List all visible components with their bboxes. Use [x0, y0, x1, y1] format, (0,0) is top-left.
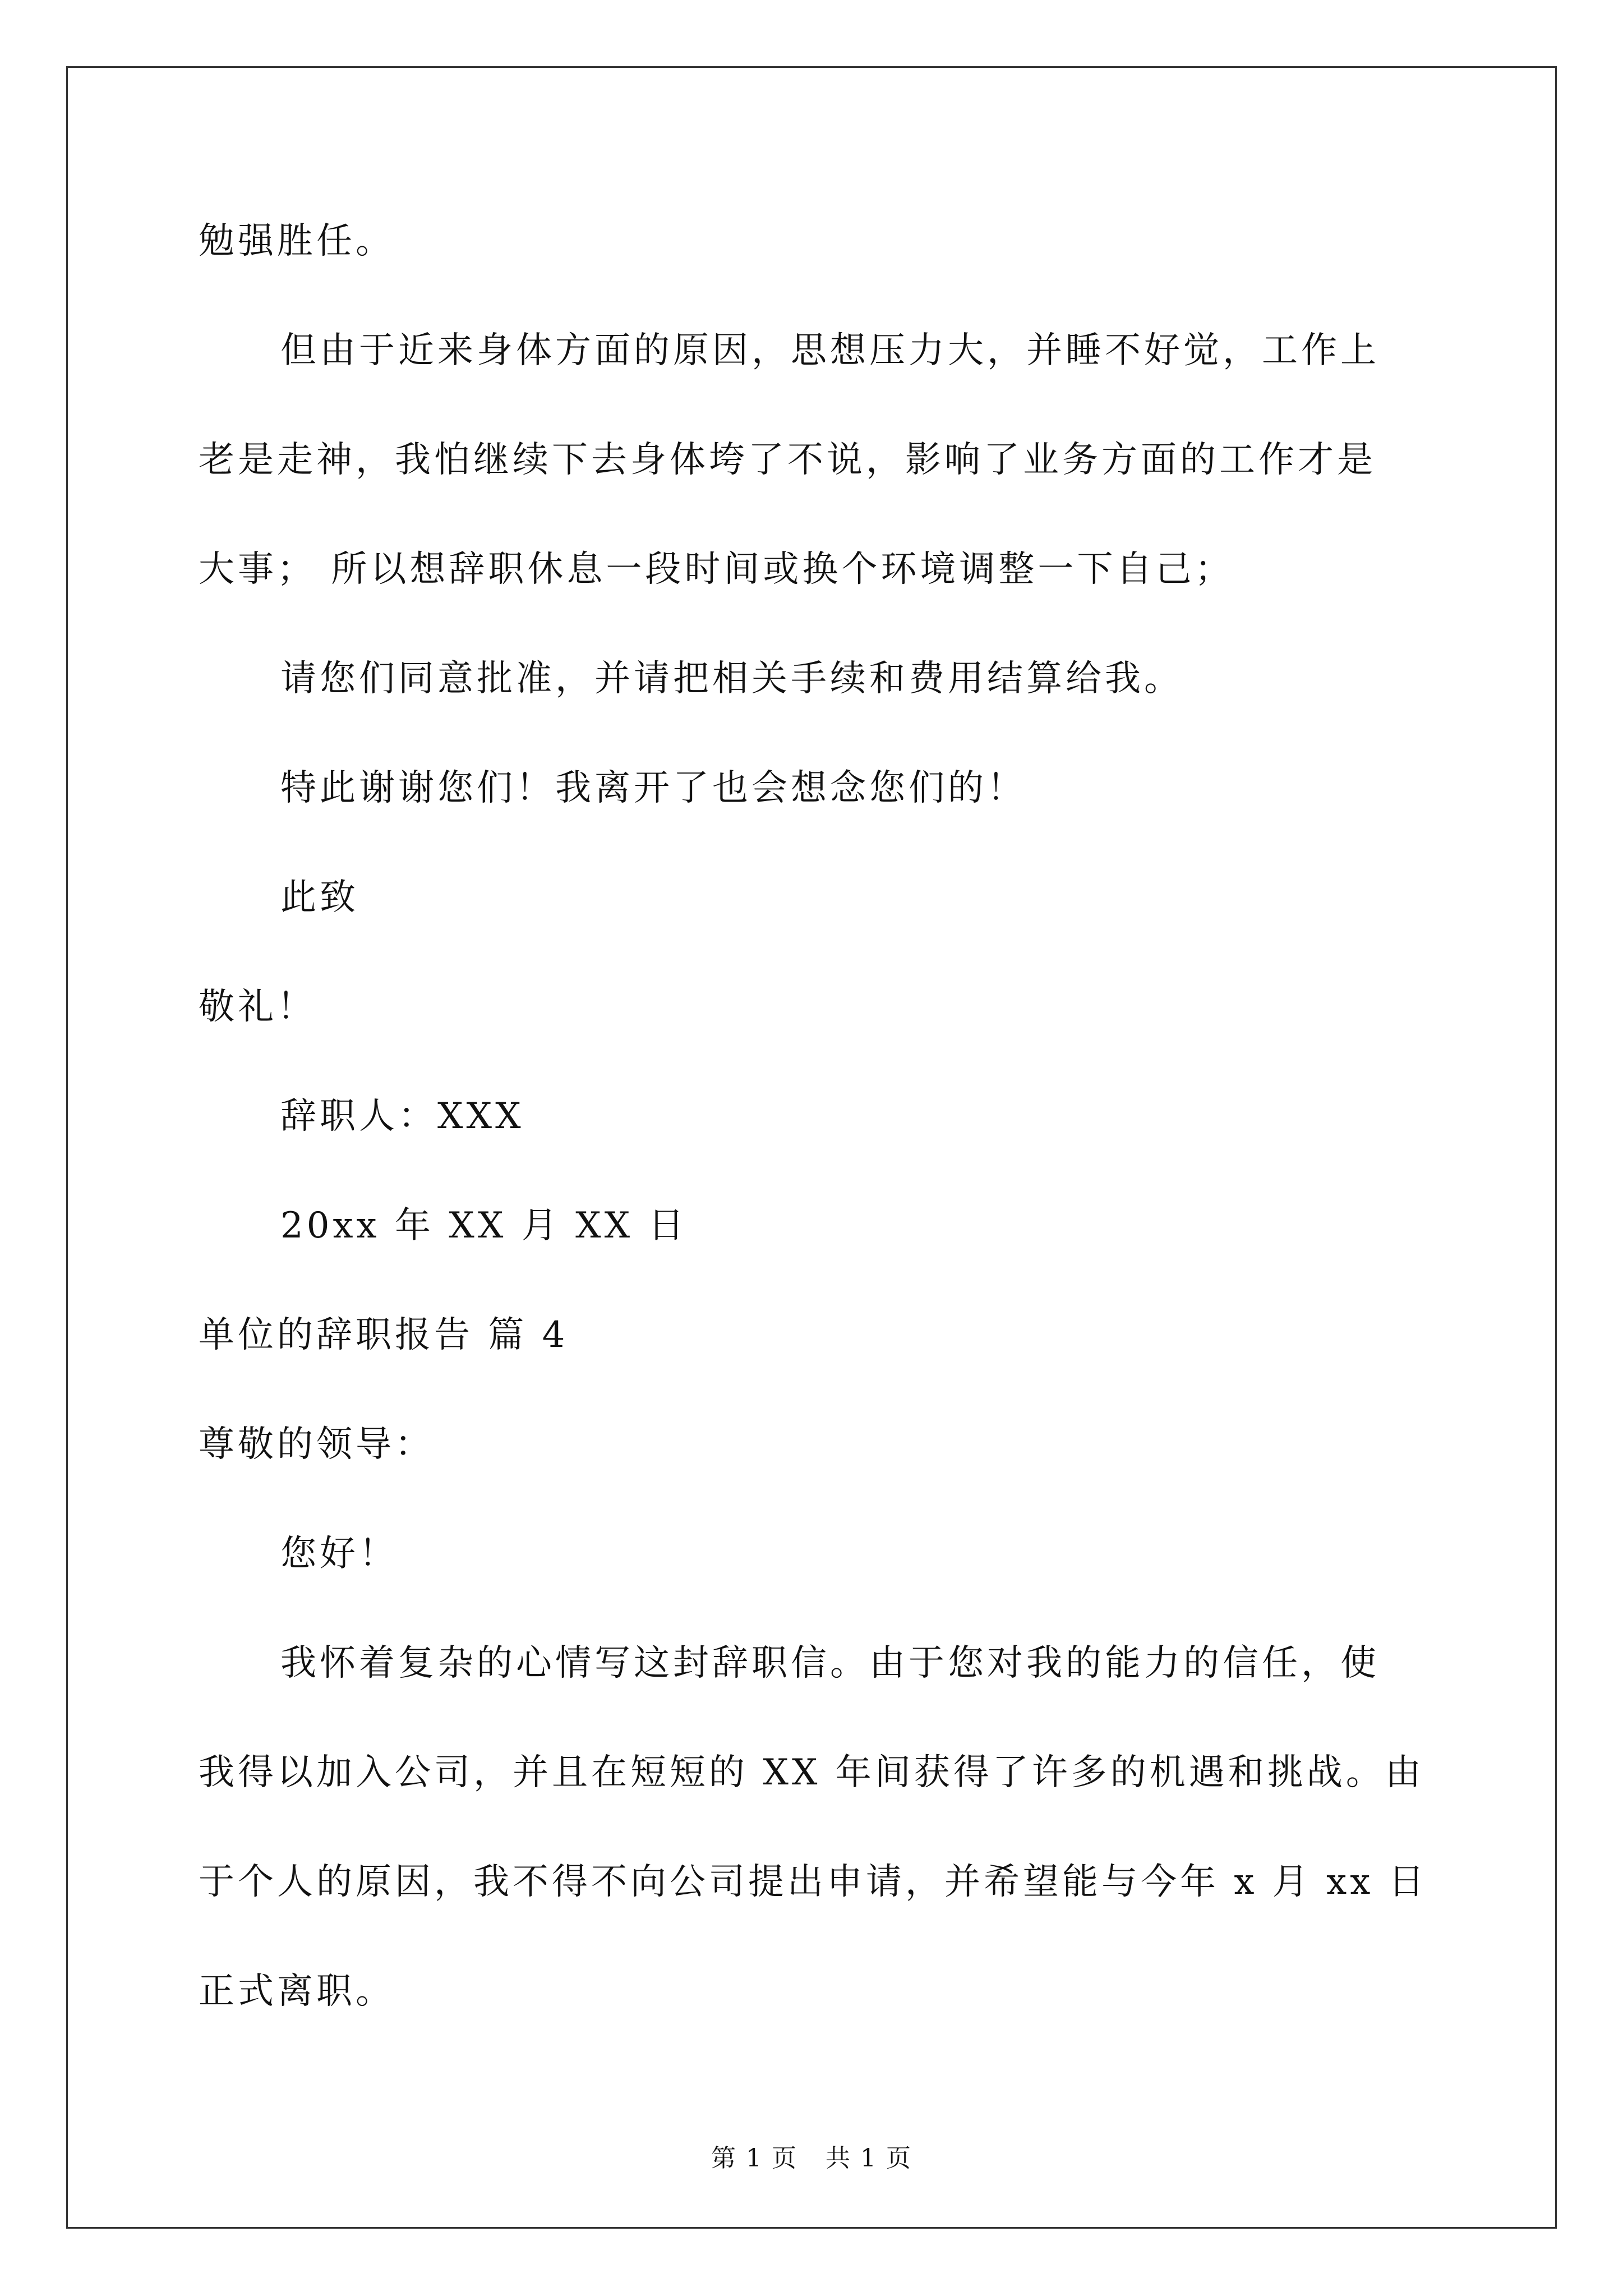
page-total: 共 1 页	[826, 2144, 912, 2173]
salutation-line: 此致	[280, 877, 359, 918]
paragraph-line: 勉强胜任。	[199, 220, 395, 262]
paragraph-line: 特此谢谢您们！我离开了也会想念您们的！	[280, 767, 1026, 809]
paragraph-line: 但由于近来身体方面的原因，思想压力大，并睡不好觉，工作上	[280, 330, 1380, 371]
page-footer	[0, 2143, 1623, 2174]
closing-line: 敬礼！	[199, 986, 316, 1028]
section-heading: 单位的辞职报告 篇 4	[199, 1314, 569, 1356]
greeting-line: 尊敬的领导：	[199, 1424, 434, 1465]
greeting-line: 您好！	[280, 1533, 398, 1575]
paragraph-line: 我怀着复杂的心情写这封辞职信。由于您对我的能力的信任，使	[280, 1642, 1380, 1684]
paragraph-line: 我得以加入公司，并且在短短的 XX 年间获得了许多的机遇和挑战。由	[199, 1752, 1424, 1793]
paragraph-line: 请您们同意批准，并请把相关手续和费用结算给我。	[280, 658, 1183, 700]
paragraph-line: 正式离职。	[199, 1971, 395, 2012]
paragraph-line: 老是走神，我怕继续下去身体垮了不说，影响了业务方面的工作才是	[199, 439, 1376, 481]
page-number: 第 1 页	[711, 2144, 797, 2173]
signature-line: 辞职人：XXX	[280, 1096, 524, 1137]
paragraph-line: 大事； 所以想辞职休息一段时间或换个环境调整一下自己；	[199, 549, 1234, 590]
paragraph-line: 于个人的原因，我不得不向公司提出申请，并希望能与今年 x 月 xx 日	[199, 1861, 1428, 1903]
date-line: 20xx 年 XX 月 XX 日	[280, 1205, 688, 1246]
